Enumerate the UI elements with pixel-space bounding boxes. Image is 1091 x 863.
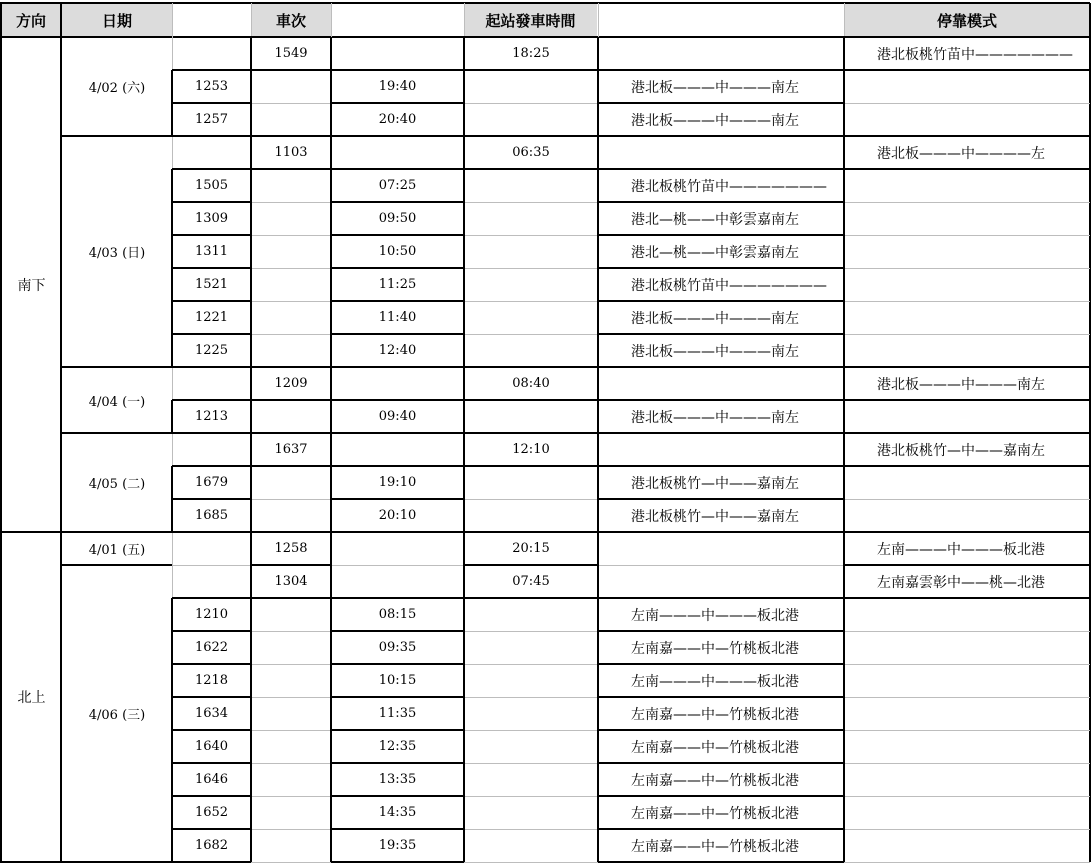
row-divider xyxy=(251,664,331,665)
train-number: 1103 xyxy=(274,145,308,160)
row-divider xyxy=(598,565,844,566)
train-number: 1685 xyxy=(194,508,229,523)
train-number: 1309 xyxy=(194,211,229,226)
stop-pattern: 港北—桃——中彰雲嘉南左 xyxy=(631,211,799,228)
stop-pattern: 左南嘉——中—竹桃板北港 xyxy=(631,805,799,822)
cell-border xyxy=(843,499,845,533)
stop-pattern: 港北板———中———南左 xyxy=(631,112,799,129)
row-divider xyxy=(844,268,1090,269)
stop-pattern: 港北板桃竹—中——嘉南左 xyxy=(631,508,799,525)
train-number: 1209 xyxy=(274,376,308,391)
header-train: 車次 xyxy=(251,4,331,36)
cell-border xyxy=(597,796,599,830)
cell-border xyxy=(597,466,599,500)
stop-pattern: 港北—桃——中彰雲嘉南左 xyxy=(631,244,799,261)
train-number: 1210 xyxy=(194,607,229,622)
departure-time: 09:40 xyxy=(378,409,417,424)
cell-border xyxy=(843,697,845,731)
train-number: 1221 xyxy=(194,310,229,325)
row-divider xyxy=(464,268,598,269)
stop-pattern: 港北板桃竹—中——嘉南左 xyxy=(877,442,1045,459)
train-number: 1652 xyxy=(194,805,229,820)
departure-time: 11:35 xyxy=(378,706,417,721)
departure-time: 11:40 xyxy=(378,310,417,325)
row-divider xyxy=(464,763,598,764)
departure-time: 09:35 xyxy=(378,640,417,655)
stop-pattern: 港北板桃竹苗中——————— xyxy=(877,46,1073,63)
date-cell: 4/04 (一) xyxy=(88,394,146,410)
date-cell: 4/01 (五) xyxy=(88,543,146,558)
train-number: 1257 xyxy=(194,112,229,127)
cell-border xyxy=(597,598,599,632)
header-stop-mode: 停靠模式 xyxy=(844,4,1090,36)
cell-border xyxy=(843,301,845,335)
row-divider xyxy=(844,334,1090,335)
stop-pattern: 港北板桃竹苗中——————— xyxy=(631,277,827,294)
departure-time: 20:15 xyxy=(512,541,550,556)
train-number: 1646 xyxy=(194,772,229,787)
cell-border xyxy=(597,631,599,665)
cell-border xyxy=(843,70,845,104)
train-number: 1640 xyxy=(194,739,229,754)
row-divider xyxy=(464,664,598,665)
row-divider xyxy=(251,334,331,335)
departure-time: 10:15 xyxy=(378,673,417,688)
departure-time: 06:35 xyxy=(512,145,550,160)
cell-border xyxy=(597,70,599,104)
train-number: 1682 xyxy=(194,838,229,853)
cell-border xyxy=(597,763,599,797)
row-divider xyxy=(464,202,598,203)
cell-border xyxy=(597,301,599,335)
row-divider xyxy=(251,730,331,731)
row-divider xyxy=(844,301,1090,302)
cell-border xyxy=(843,796,845,830)
row-divider xyxy=(251,268,331,269)
cell-border xyxy=(843,235,845,269)
cell-border xyxy=(597,400,599,434)
stop-pattern: 左南嘉——中—竹桃板北港 xyxy=(631,838,799,855)
stop-pattern: 左南嘉——中—竹桃板北港 xyxy=(631,706,799,723)
row-divider xyxy=(464,301,598,302)
row-divider xyxy=(464,631,598,632)
cell-border xyxy=(843,334,845,368)
row-divider xyxy=(464,697,598,698)
cell-border xyxy=(843,367,845,401)
row-divider xyxy=(251,631,331,632)
cell-border xyxy=(843,532,845,566)
date-cell: 4/06 (三) xyxy=(88,708,146,723)
stop-pattern: 港北板桃竹—中——嘉南左 xyxy=(631,475,799,492)
row-divider xyxy=(331,565,464,566)
row-divider xyxy=(844,697,1090,698)
stop-pattern: 港北板桃竹苗中——————— xyxy=(631,178,827,195)
row-divider xyxy=(464,103,598,104)
departure-time: 07:25 xyxy=(378,178,417,193)
row-divider xyxy=(251,796,331,797)
cell-border xyxy=(843,37,845,71)
row-divider xyxy=(251,301,331,302)
cell-border xyxy=(597,334,599,368)
row-divider xyxy=(251,235,331,236)
cell-border xyxy=(597,169,599,203)
header-direction: 方向 xyxy=(1,4,61,36)
cell-border xyxy=(597,829,599,863)
row-divider xyxy=(844,202,1090,203)
cell-border xyxy=(843,103,845,137)
header-separator xyxy=(331,3,332,37)
stop-pattern: 左南———中———板北港 xyxy=(877,541,1045,558)
stop-pattern: 左南嘉——中—竹桃板北港 xyxy=(631,739,799,756)
date-cell: 4/05 (二) xyxy=(88,477,146,492)
cell-border xyxy=(843,169,845,203)
train-number: 1258 xyxy=(274,541,308,556)
train-number: 1549 xyxy=(274,46,308,61)
stop-pattern: 港北板———中———南左 xyxy=(631,310,799,327)
train-number: 1311 xyxy=(194,244,229,259)
cell-border xyxy=(843,433,845,467)
row-divider xyxy=(844,631,1090,632)
header-date: 日期 xyxy=(62,4,172,36)
cell-border xyxy=(843,631,845,665)
cell-border xyxy=(597,268,599,302)
date-cell: 4/02 (六) xyxy=(88,81,146,96)
cell-border xyxy=(597,235,599,269)
row-divider xyxy=(844,763,1090,764)
row-divider xyxy=(251,763,331,764)
departure-time: 07:45 xyxy=(512,574,550,589)
cell-border xyxy=(597,499,599,533)
train-number: 1637 xyxy=(274,442,308,457)
departure-time: 13:35 xyxy=(378,772,417,787)
stop-pattern: 左南———中———板北港 xyxy=(631,607,799,624)
departure-time: 11:25 xyxy=(378,277,417,292)
train-number: 1218 xyxy=(194,673,229,688)
row-divider xyxy=(464,730,598,731)
row-divider xyxy=(844,235,1090,236)
cell-border xyxy=(597,103,599,137)
row-divider xyxy=(172,565,251,566)
departure-time: 20:40 xyxy=(378,112,417,127)
stop-pattern: 左南嘉——中—竹桃板北港 xyxy=(631,772,799,789)
stop-pattern: 港北板———中———南左 xyxy=(631,79,799,96)
train-number: 1253 xyxy=(194,79,229,94)
row-divider xyxy=(464,796,598,797)
row-divider xyxy=(251,103,331,104)
direction-cell: 南下 xyxy=(17,277,46,294)
cell-border xyxy=(843,136,845,170)
row-divider xyxy=(464,334,598,335)
row-divider xyxy=(251,829,331,830)
train-number: 1225 xyxy=(194,343,229,358)
cell-border xyxy=(843,598,845,632)
header-separator xyxy=(464,3,465,37)
cell-border xyxy=(597,697,599,731)
departure-time: 18:25 xyxy=(512,46,550,61)
train-number: 1304 xyxy=(274,574,308,589)
departure-time: 19:10 xyxy=(378,475,417,490)
departure-time: 20:10 xyxy=(378,508,417,523)
train-number: 1679 xyxy=(194,475,229,490)
cell-border xyxy=(843,730,845,764)
departure-time: 14:35 xyxy=(378,805,417,820)
stop-pattern: 港北板———中———南左 xyxy=(631,409,799,426)
date-cell: 4/03 (日) xyxy=(88,246,146,261)
row-divider xyxy=(844,664,1090,665)
departure-time: 12:10 xyxy=(512,442,550,457)
stop-pattern: 港北板———中————左 xyxy=(877,145,1045,162)
cell-border xyxy=(843,763,845,797)
row-divider xyxy=(464,829,598,830)
departure-time: 19:35 xyxy=(378,838,417,853)
train-number: 1521 xyxy=(194,277,229,292)
row-divider xyxy=(464,235,598,236)
table-top-border xyxy=(0,2,1090,4)
stop-pattern: 港北板———中———南左 xyxy=(877,376,1045,393)
departure-time: 19:40 xyxy=(378,79,417,94)
row-divider xyxy=(251,202,331,203)
row-divider xyxy=(251,499,331,500)
cell-border xyxy=(843,664,845,698)
row-divider xyxy=(251,697,331,698)
stop-pattern: 左南嘉——中—竹桃板北港 xyxy=(631,640,799,657)
train-number: 1213 xyxy=(194,409,229,424)
cell-border xyxy=(843,202,845,236)
cell-border xyxy=(597,202,599,236)
train-number: 1622 xyxy=(194,640,229,655)
departure-time: 08:15 xyxy=(378,607,417,622)
row-divider xyxy=(844,103,1090,104)
cell-border xyxy=(843,268,845,302)
row-divider xyxy=(844,796,1090,797)
stop-pattern: 左南嘉雲彰中——桃—北港 xyxy=(877,574,1045,591)
header-separator xyxy=(844,3,845,37)
cell-border xyxy=(597,664,599,698)
row-divider xyxy=(464,499,598,500)
cell-border xyxy=(843,565,845,599)
cell-border xyxy=(843,400,845,434)
header-separator xyxy=(598,3,599,37)
header-depart-time: 起站發車時間 xyxy=(464,4,597,36)
row-divider xyxy=(844,829,1090,830)
row-divider xyxy=(844,499,1090,500)
stop-pattern: 左南———中———板北港 xyxy=(631,673,799,690)
departure-time: 12:40 xyxy=(378,343,417,358)
departure-time: 08:40 xyxy=(512,376,550,391)
departure-time: 09:50 xyxy=(378,211,417,226)
departure-time: 12:35 xyxy=(378,739,417,754)
row-divider xyxy=(844,730,1090,731)
stop-pattern: 港北板———中———南左 xyxy=(631,343,799,360)
cell-border xyxy=(843,829,845,863)
cell-border xyxy=(597,730,599,764)
train-number: 1505 xyxy=(194,178,229,193)
header-separator xyxy=(251,3,252,37)
direction-cell: 北上 xyxy=(17,690,46,706)
train-number: 1634 xyxy=(194,706,229,721)
cell-border xyxy=(843,466,845,500)
departure-time: 10:50 xyxy=(378,244,417,259)
